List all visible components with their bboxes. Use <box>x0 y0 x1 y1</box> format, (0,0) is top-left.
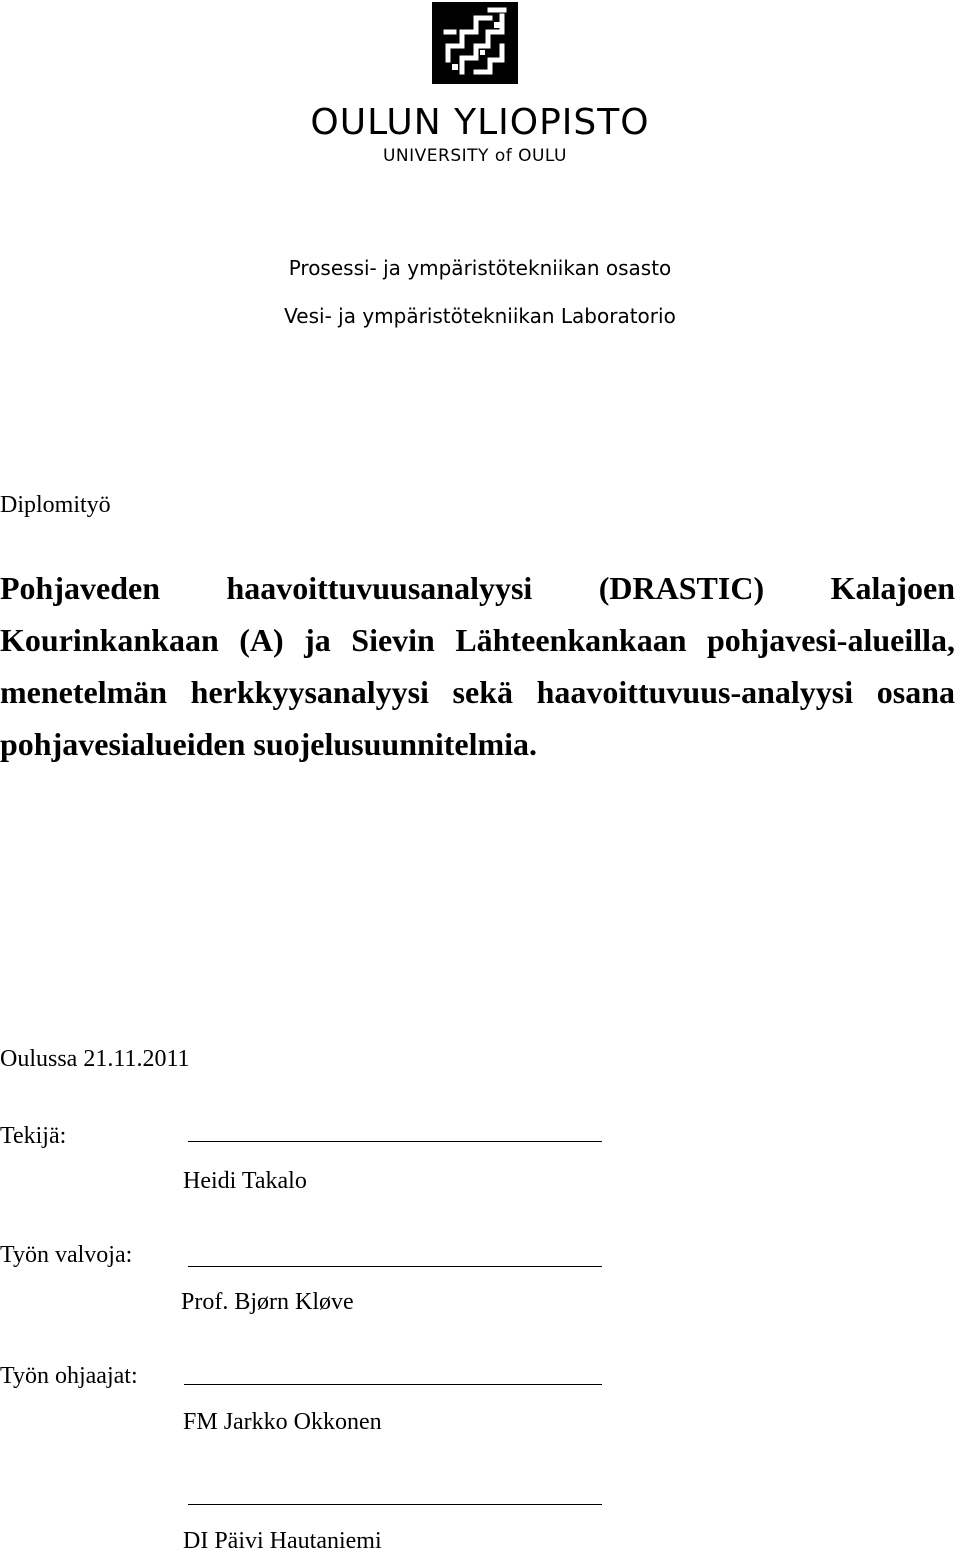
place-and-date: Oulussa 21.11.2011 <box>0 1046 190 1072</box>
faculty-name: Prosessi- ja ympäristötekniikan osasto <box>288 256 672 280</box>
advisor2-signature-line <box>188 1504 602 1505</box>
supervisor-name: Prof. Bjørn Kløve <box>181 1289 354 1315</box>
laboratory-name: Vesi- ja ympäristötekniikan Laboratorio <box>284 304 676 328</box>
supervisor-label: Työn valvoja: <box>0 1242 133 1268</box>
university-emblem-icon <box>432 2 518 84</box>
advisor1-signature-line <box>184 1384 602 1385</box>
author-signature-line <box>188 1141 602 1142</box>
advisor1-name: FM Jarkko Okkonen <box>183 1409 382 1435</box>
document-type: Diplomityö <box>0 492 111 518</box>
university-name-english: UNIVERSITY of OULU <box>382 146 567 166</box>
advisors-label: Työn ohjaajat: <box>0 1363 138 1389</box>
university-name: OULUN YLIOPISTO <box>310 102 650 143</box>
author-name: Heidi Takalo <box>183 1168 307 1194</box>
supervisor-signature-line <box>188 1266 602 1267</box>
advisor2-name: DI Päivi Hautaniemi <box>183 1528 382 1554</box>
author-label: Tekijä: <box>0 1123 67 1149</box>
thesis-title: Pohjaveden haavoittuvuusanalyysi (DRASTIC) Kalajoen Kourinkankaan (A) ja Sievin Lähteenkankaan pohjavesi-alueilla, menetelmän herkkyysanalyysi sekä haavoittuvuus-analyysi osana pohjavesialueiden suojelusuunnitelmia. <box>0 570 955 762</box>
